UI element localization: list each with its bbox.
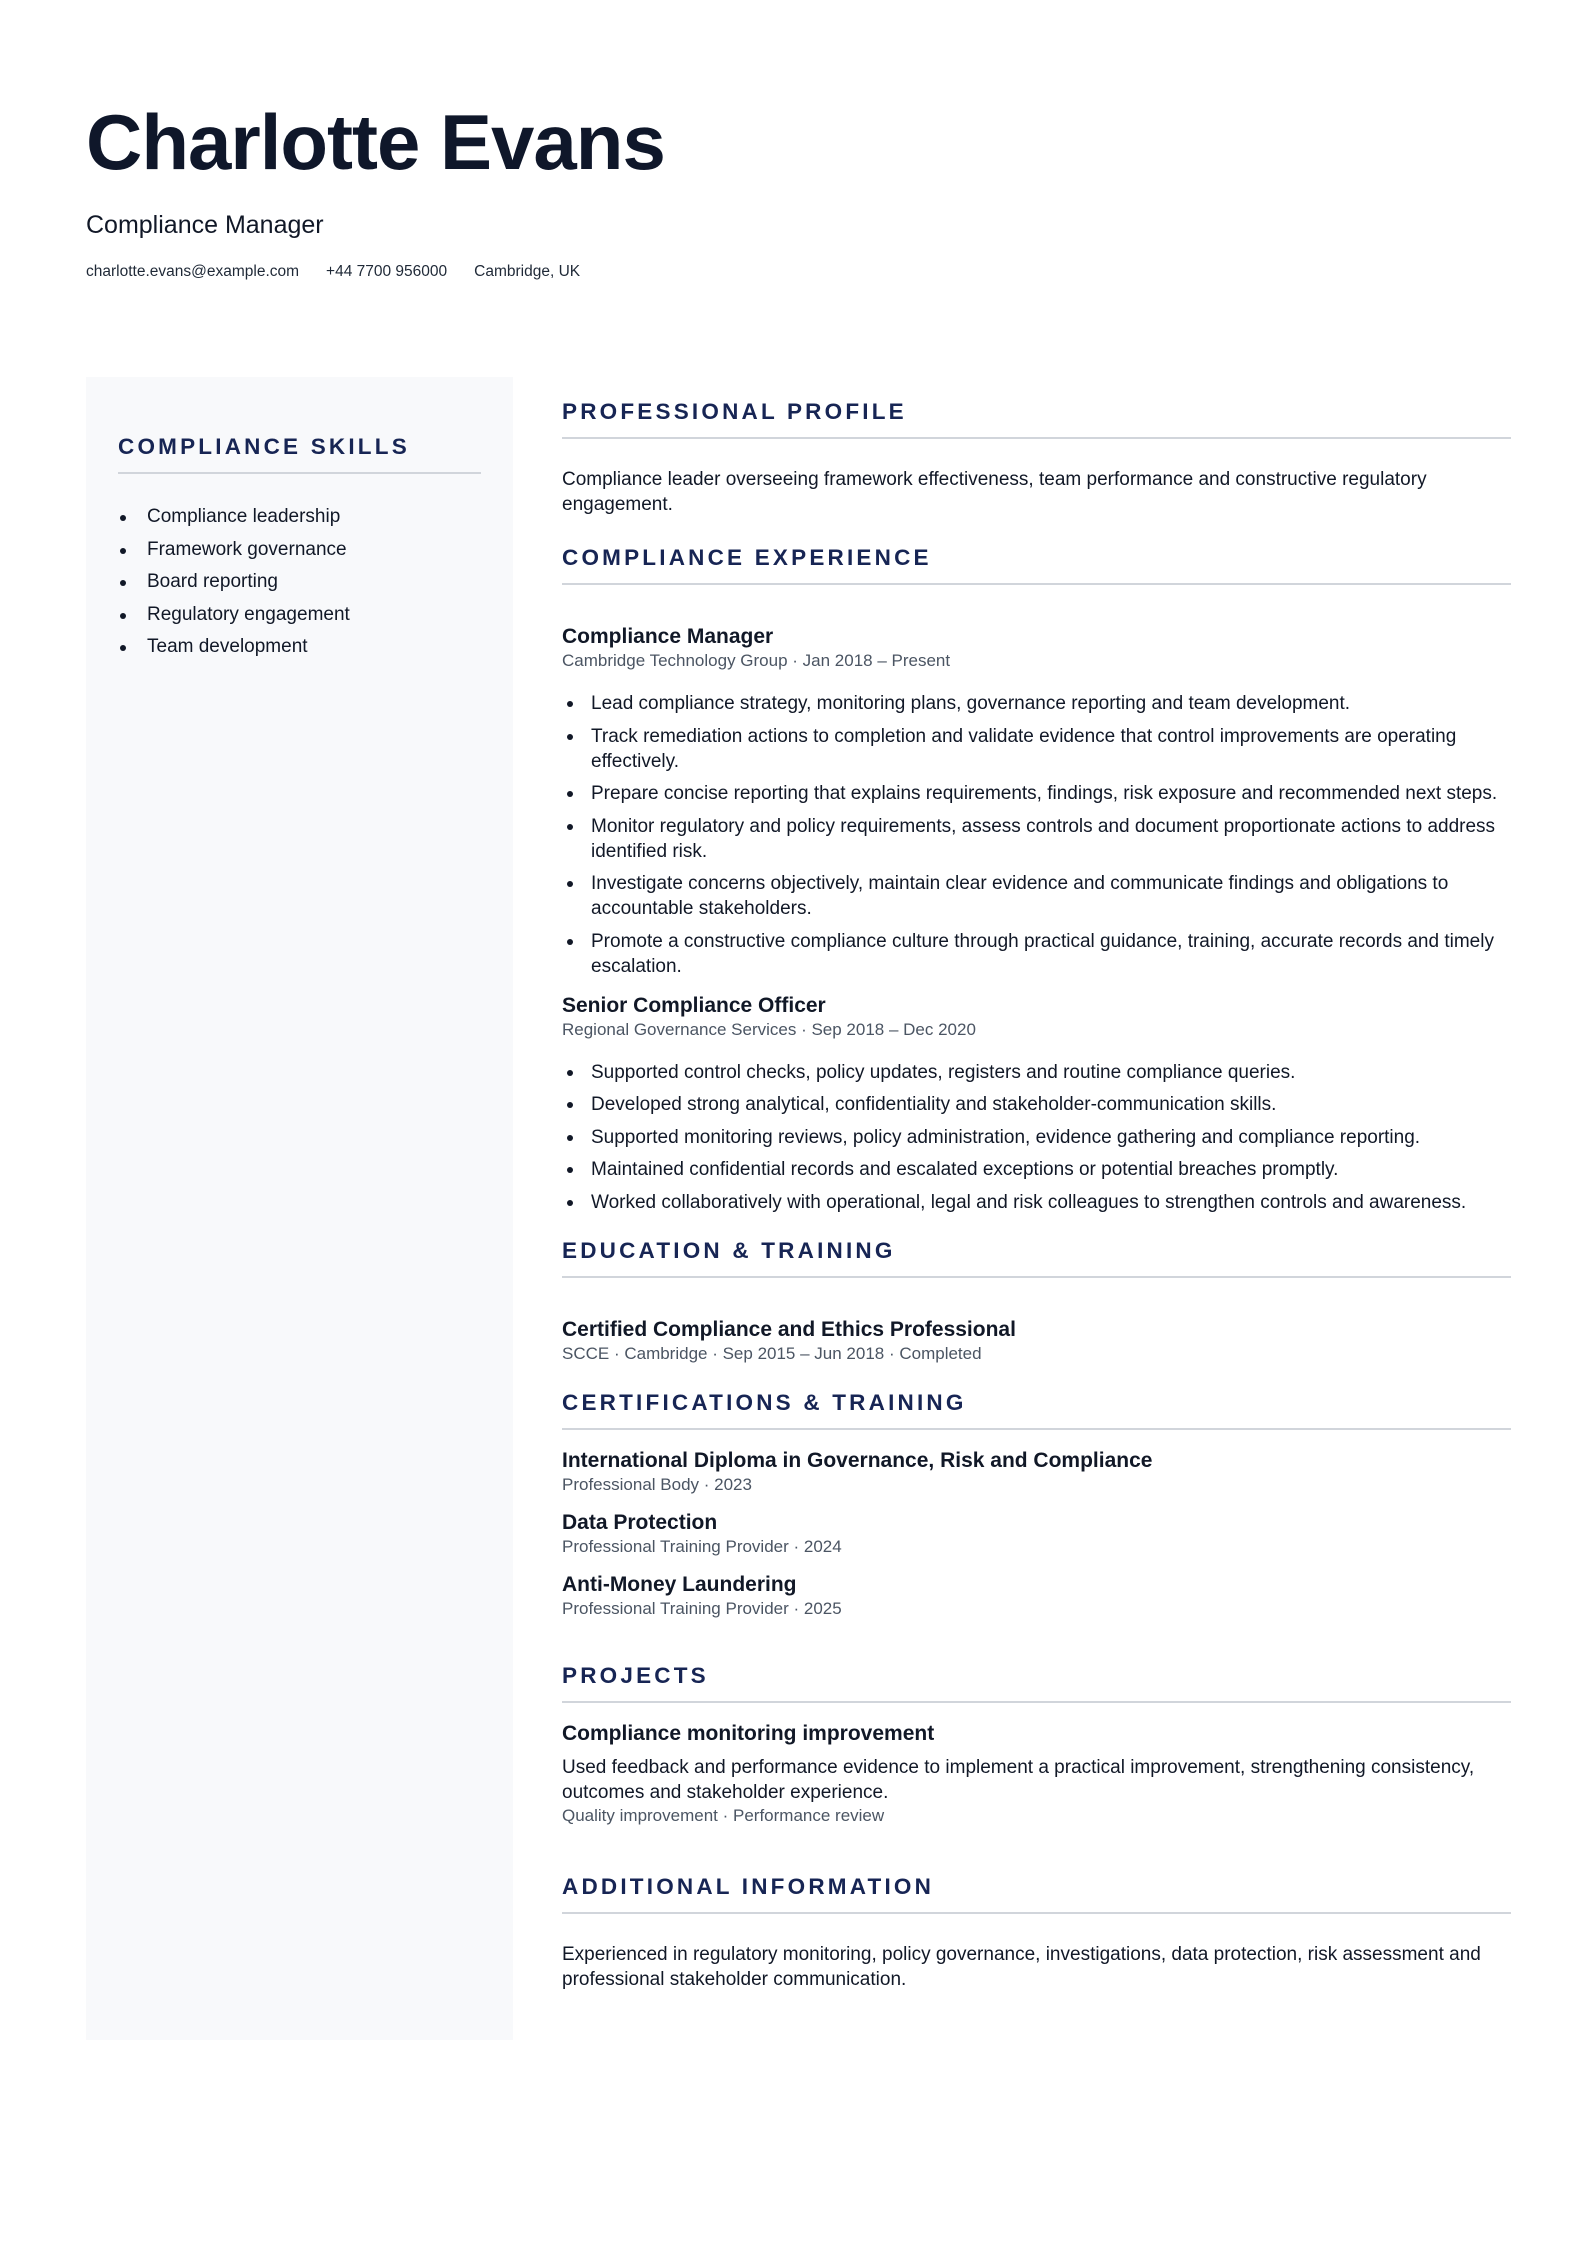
section-divider [562,1276,1511,1278]
job-bullet: Investigate concerns objectively, maintain clear evidence and communicate findings and obligations to accountable stakeholders. [562,871,1511,921]
education-entry [562,1317,1511,1365]
section-divider [562,1701,1511,1703]
section-divider [562,1428,1511,1430]
job-bullet: Monitor regulatory and policy requirements, assess controls and document proportionate actions to address identified risk. [562,814,1511,864]
certification-meta: Professional Body · 2023 [562,1474,752,1494]
certification-entry [562,1510,1511,1558]
job-bullet: Promote a constructive compliance culture through practical guidance, training, accurate records and timely escalation. [562,929,1511,979]
job-bullet: Supported monitoring reviews, policy administration, evidence gathering and compliance reporting. [562,1125,1511,1150]
job-bullet: Maintained confidential records and escalated exceptions or potential breaches promptly. [562,1157,1511,1182]
skills-list [118,501,481,664]
skill-item: Compliance leadership [118,501,481,534]
job-entry [562,624,1511,979]
job-bullet: Track remediation actions to completion and validate evidence that control improvements are operating effectively. [562,724,1511,774]
education-title: Certified Compliance and Ethics Professional [562,1317,1016,1341]
additional-text: Experienced in regulatory monitoring, policy governance, investigations, data protection, risk assessment and professional stakeholder communication. [562,1943,1481,1990]
certification-meta: Professional Training Provider · 2024 [562,1536,842,1556]
section-divider [562,1912,1511,1914]
contact-line [86,262,665,282]
projects-section-title: PROJECTS [562,1662,709,1688]
job-bullet: Worked collaboratively with operational, legal and risk colleagues to strengthen controls and awareness. [562,1190,1511,1215]
skills-sidebar [86,377,513,2040]
main-column [562,398,1511,1992]
job-bullet: Developed strong analytical, confidentiality and stakeholder-communication skills. [562,1092,1511,1117]
project-text: Used feedback and performance evidence to implement a practical improvement, strengthening consistency, outcomes and stakeholder experience. [562,1756,1475,1803]
job-bullet: Lead compliance strategy, monitoring plans, governance reporting and team development. [562,691,1511,716]
section-divider [562,437,1511,439]
job-title: Senior Compliance Officer [562,993,826,1017]
section-divider [562,583,1511,585]
project-entry [562,1721,1511,1827]
skill-item: Team development [118,631,481,664]
candidate-role: Compliance Manager [86,211,324,239]
education-meta: SCCE · Cambridge · Sep 2015 – Jun 2018 · Completed [562,1343,982,1363]
certification-entry [562,1572,1511,1620]
job-bullets [562,691,1511,979]
contact-email[interactable]: charlotte.evans@example.com [86,263,300,280]
education-section-title: EDUCATION & TRAINING [562,1237,896,1263]
certifications-section-title: CERTIFICATIONS & TRAINING [562,1389,967,1415]
section-divider [118,472,481,474]
skill-item: Board reporting [118,566,481,599]
job-bullet: Supported control checks, policy updates, registers and routine compliance queries. [562,1060,1511,1085]
profile-section-title: PROFESSIONAL PROFILE [562,399,907,424]
certification-entry [562,1448,1511,1496]
certification-title: International Diploma in Governance, Risk and Compliance [562,1448,1153,1472]
skills-section-title: COMPLIANCE SKILLS [118,434,410,459]
certification-title: Anti-Money Laundering [562,1572,797,1596]
additional-section-title: ADDITIONAL INFORMATION [562,1873,935,1899]
job-title: Compliance Manager [562,625,774,648]
contact-phone[interactable]: +44 7700 956000 [326,263,448,280]
profile-text: Compliance leader overseeing framework effectiveness, team performance and constructive regulatory engagement. [562,469,1427,515]
project-title: Compliance monitoring improvement [562,1721,935,1745]
candidate-name: Charlotte Evans [86,98,665,186]
job-entry [562,993,1511,1215]
job-bullets [562,1060,1511,1215]
experience-section-title: COMPLIANCE EXPERIENCE [562,545,932,570]
job-meta: Regional Governance Services · Sep 2018 – Dec 2020 [562,1019,976,1039]
resume-header [86,96,665,282]
skill-item: Framework governance [118,534,481,567]
certification-title: Data Protection [562,1510,718,1534]
job-meta: Cambridge Technology Group · Jan 2018 – Present [562,651,951,670]
skill-item: Regulatory engagement [118,599,481,632]
certification-meta: Professional Training Provider · 2025 [562,1598,842,1618]
job-bullet: Prepare concise reporting that explains requirements, findings, risk exposure and recommended next steps. [562,781,1511,806]
project-meta: Quality improvement · Performance review [562,1805,885,1825]
contact-location: Cambridge, UK [474,263,581,280]
